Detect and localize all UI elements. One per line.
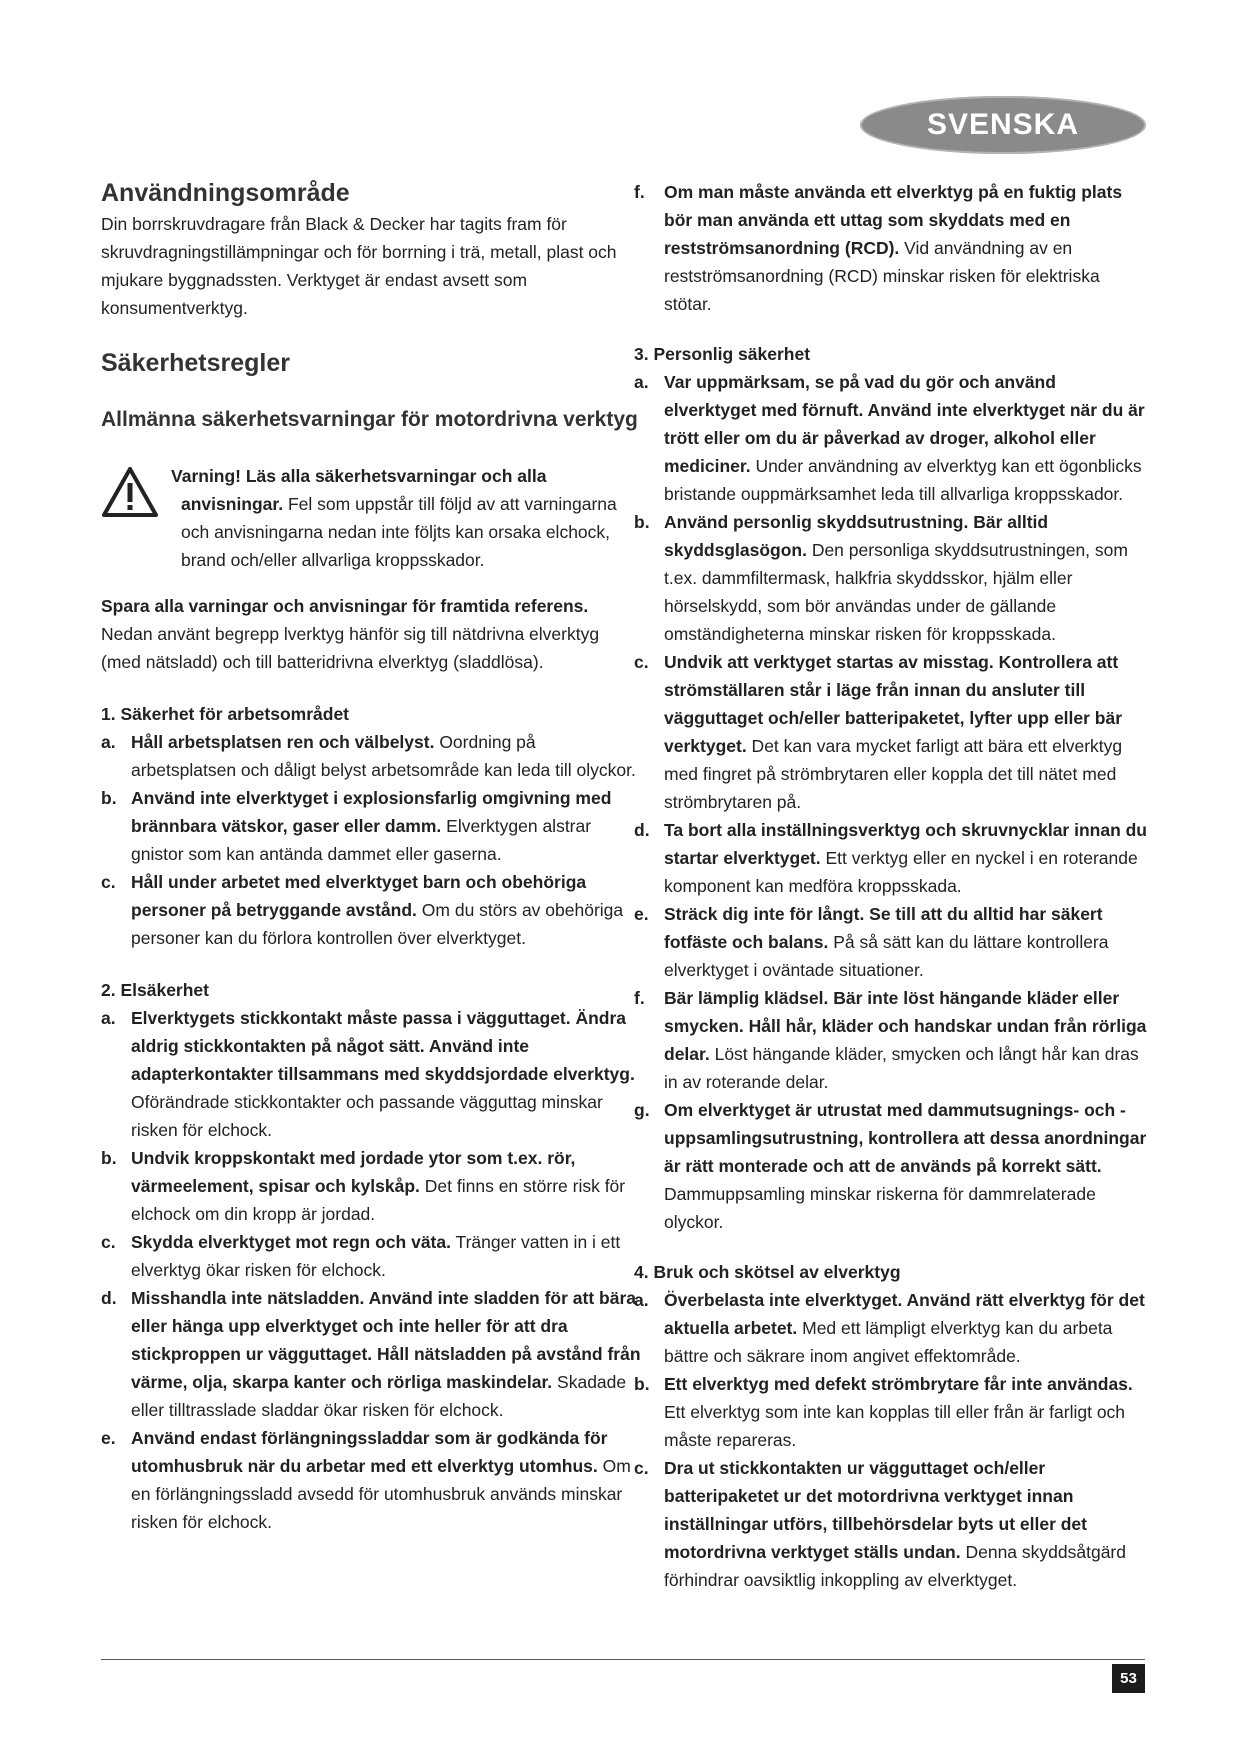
section-title-usage: Användningsområde <box>101 179 350 207</box>
list-item: a. Var uppmärksam, se på vad du gör och använd elverktyget med förnuft. Använd inte elverktyget när du är trött eller om du är påverkad av droger, alkohol eller mediciner. Under användning av elverktyg kan ett ögonblicks bristande ouppmärksamhet leda till allvarliga kroppsskador. <box>634 372 1145 504</box>
usage-text: Din borrskruvdragare från Black & Decker har tagits fram för skruvdragningstillämpningar och för borrning i trä, metall, plast och mjukare byggnadssten. Verktyget är endast avsett som konsumentverktyg. <box>101 214 617 318</box>
subsection-title-general-warnings: Allmänna säkerhetsvarningar för motordrivna verktyg <box>101 408 638 431</box>
language-badge: SVENSKA <box>860 96 1146 154</box>
save-instructions <box>101 592 641 676</box>
list-item: d. Ta bort alla inställningsverktyg och skruvnycklar innan du startar elverktyget. Ett verktyg eller en nyckel i en roterande komponent kan medföra kroppsskada. <box>634 820 1148 896</box>
list-item: b. Använd personlig skyddsutrustning. Bär alltid skyddsglasögon. Den personliga skyddsutrustningen, som t.ex. dammfiltermask, halkfria skyddsskor, hjälm eller hörselskydd, som bör användas under de gällande omständigheterna minskar risken för kroppsskada. <box>634 512 1128 644</box>
save-bold: Spara alla varningar och anvisningar för framtida referens. <box>101 596 589 616</box>
warning-triangle-icon <box>101 466 159 518</box>
list-item: e. Sträck dig inte för långt. Se till att du alltid har säkert fotfäste och balans. På så sätt kan du lättare kontrollera elverktyget i oväntade situationer. <box>634 904 1109 980</box>
section-4-list <box>634 1286 1149 1594</box>
section-title-safety: Säkerhetsregler <box>101 349 291 377</box>
list-item: a. Håll arbetsplatsen ren och välbelyst. Oordning på arbetsplatsen och dåligt belyst arbetsområde kan leda till olyckor. <box>101 732 636 780</box>
section-2-title: 2. Elsäkerhet <box>101 980 209 1000</box>
footer-divider <box>101 1659 1145 1660</box>
list-item: e. Använd endast förlängningssladdar som är godkända för utomhusbruk när du arbetar med ett elverktyg utomhus. Om en förlängningssladd avsedd för utomhusbruk används minskar risken för elchock. <box>101 1428 631 1532</box>
warning-rest: Fel som uppstår till följd av att varningarna och anvisningarna nedan inte följts kan orsaka elchock, brand och/eller allvarliga kroppsskador. <box>181 494 617 570</box>
list-item: b. Undvik kroppskontakt med jordade ytor som t.ex. rör, värmeelement, spisar och kylskåp. Det finns en större risk för elchock om din kropp är jordad. <box>101 1148 626 1224</box>
section-3-list <box>634 368 1149 1236</box>
list-item: c. Dra ut stickkontakten ur vägguttaget och/eller batteripaketet ur det motordrivna verktyget innan inställningar utförs, tillbehörsdelar byts ut eller det motordrivna verktyget ställs undan. Denna skyddsåtgärd förhindrar oavsiktlig inkoppling av elverktyget. <box>634 1458 1126 1590</box>
list-item: c. Håll under arbetet med elverktyget barn och obehöriga personer på betryggande avstånd. Om du störs av obehöriga personer kan du förlora kontrollen över elverktyget. <box>101 872 624 948</box>
list-item: f. Bär lämplig klädsel. Bär inte löst hängande kläder eller smycken. Håll hår, kläder och handskar undan från rörliga delar. Löst hängande kläder, smycken och långt hår kan dras in av roterande delar. <box>634 988 1147 1092</box>
section-1-list <box>101 728 641 952</box>
list-item: a. Elverktygets stickkontakt måste passa i vägguttaget. Ändra aldrig stickkontakten på något sätt. Använd inte adapterkontakter tillsammans med skyddsjordade elverktyg. Oförändrade stickkontakter och passande vägguttag minskar risken för elchock. <box>101 1008 635 1140</box>
right-column <box>634 178 1149 1594</box>
list-item: c. Skydda elverktyget mot regn och väta. Tränger vatten in i ett elverktyg ökar risken för elchock. <box>101 1232 621 1280</box>
warning-block <box>101 462 641 574</box>
list-item: d. Misshandla inte nätsladden. Använd inte sladden för att bära eller hänga upp elverktyget och inte heller för att dra stickproppen ur vägguttaget. Håll nätsladden på avstånd från värme, olja, skarpa kanter och rörliga maskindelar. Skadade eller tilltrasslade sladdar ökar risken för elchock. <box>101 1288 641 1420</box>
section-3-title: 3. Personlig säkerhet <box>634 344 811 364</box>
left-column <box>101 178 641 1536</box>
list-item: f. Om man måste använda ett elverktyg på en fuktig plats bör man använda ett uttag som skyddats med en restströmsanordning (RCD). Vid användning av en restströmsanordning (RCD) minskar risken för elektriska stötar. <box>634 182 1123 314</box>
save-rest: Nedan använt begrepp lverktyg hänför sig till nätdrivna elverktyg (med nätsladd) och till batteridrivna elverktyg (sladdlösa). <box>101 624 600 672</box>
warning-bold: Varning! Läs alla säkerhetsvarningar och alla anvisningar. <box>171 466 547 514</box>
list-item: c. Undvik att verktyget startas av misstag. Kontrollera att strömställaren står i läge från innan du ansluter till vägguttaget och/eller batteripaketet, lyfter upp eller bär verktyget. Det kan vara mycket farligt att bära ett elverktyg med fingret på strömbrytaren eller koppla det till nätet med strömbrytaren på. <box>634 652 1123 812</box>
section-2-list <box>101 1004 641 1536</box>
warning-text <box>171 462 641 574</box>
list-item: g. Om elverktyget är utrustat med dammutsugnings- och -uppsamlingsutrustning, kontrollera att dessa anordningar är rätt monterade och att de används på korrekt sätt. Dammuppsamling minskar riskerna för dammrelaterade olyckor. <box>634 1100 1147 1232</box>
section-1-title: 1. Säkerhet för arbetsområdet <box>101 704 350 724</box>
list-item: b. Ett elverktyg med defekt strömbrytare får inte användas. Ett elverktyg som inte kan kopplas till eller från är farligt och måste repareras. <box>634 1374 1133 1450</box>
list-item: b. Använd inte elverktyget i explosionsfarlig omgivning med brännbara vätskor, gaser eller damm. Elverktygen alstrar gnistor som kan antända dammet eller gaserna. <box>101 788 612 864</box>
section-4-title: 4. Bruk och skötsel av elverktyg <box>634 1262 901 1282</box>
list-item: a. Överbelasta inte elverktyget. Använd rätt elverktyg för det aktuella arbetet. Med ett lämpligt elverktyg kan du arbeta bättre och säkrare inom angivet effektområde. <box>634 1290 1145 1366</box>
page-number: 53 <box>1112 1664 1145 1693</box>
